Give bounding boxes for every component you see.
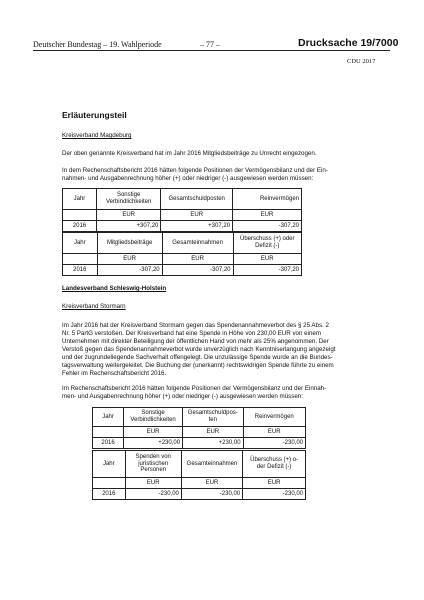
table-unit-cell: EUR	[183, 427, 243, 438]
table-cell-value: -230,00	[181, 489, 242, 500]
table-cell-value: -307,20	[233, 265, 301, 276]
schleswig-subheading: Kreisverband Stormarn	[62, 303, 126, 310]
table-row	[63, 265, 302, 276]
table-unit-cell: EUR	[181, 478, 242, 489]
schleswig-paragraph-1-line-5: und der zugrundeliegende Sachverhalt offengelegt. Die unzulässige Spende wurde an die Bundes-	[62, 354, 333, 361]
table-header-cell: Gesamtschuldposten	[161, 189, 233, 210]
table-unit-cell: EUR	[97, 254, 162, 265]
table-header-row	[93, 408, 306, 427]
table-header-cell: Jahr	[63, 233, 98, 254]
table-unit-cell: EUR	[96, 210, 160, 221]
table-header-cell: Jahr	[63, 189, 97, 210]
table-row	[63, 221, 302, 232]
table-header-cell: Gesamtschuldpos- ten	[183, 408, 243, 427]
table-cell-value: -307,20	[97, 265, 162, 276]
table-unit-cell: EUR	[233, 210, 302, 221]
header-publication: Deutscher Bundestag – 19. Wahlperiode	[33, 40, 162, 49]
table-unit-cell: EUR	[233, 254, 301, 265]
table-header-cell: Reinvermögen	[243, 408, 305, 427]
table-unit-cell: EUR	[243, 427, 305, 438]
table-header-row	[63, 189, 302, 210]
table-header-cell: Gesamteinnahmen	[162, 233, 233, 254]
schleswig-paragraph-1-line-1: Im Jahr 2016 hat der Kreisverband Stormarn gegen das Spendenannahmeverbot des § 25 Abs. 2	[62, 322, 329, 329]
table-unit-cell	[93, 427, 124, 438]
magdeburg-paragraph-2-line-1: In dem Rechenschaftsbericht 2016 hätten folgende Positionen der Vermögensbilanz und der Ein-	[62, 167, 328, 174]
table-header-cell: Sonstige Verbindlichkeiten	[96, 189, 160, 210]
table-cell-value: -230,00	[125, 489, 181, 500]
table-cell-value: +307,20	[161, 221, 233, 232]
magdeburg-paragraph-1: Der oben genannte Kreisverband hat im Jahr 2016 Mitgliedsbeiträge zu Unrecht eingezogen.	[62, 150, 317, 157]
schleswig-paragraph-1-line-2: Nr. 5 PartG verstoßen. Der Kreisverband hat eine Spende in Höhe von 230,00 EUR von einem	[62, 330, 321, 337]
table-unit-row	[93, 427, 306, 438]
table-unit-cell	[63, 210, 97, 221]
table-header-cell: Sonstige Verbindlichkeiten	[124, 408, 183, 427]
table-header-row	[93, 451, 306, 478]
schleswig-paragraph-1-line-6: tagsverwaltung weitergeleitet. Die Buchung der (unerkannt) rechtswidrigen Spende führte zu einem	[62, 362, 334, 369]
table-unit-row	[63, 254, 302, 265]
table-cell-year: 2016	[93, 438, 124, 449]
table-header-cell: Überschuss (+) o- der Defizit (-)	[243, 451, 306, 478]
table-cell-value: -307,20	[162, 265, 233, 276]
table-header-cell: Mitgliedsbeiträge	[97, 233, 162, 254]
table-header-cell: Überschuss (+) oder Defizit (-)	[233, 233, 301, 254]
header-page-number: – 77 –	[200, 40, 220, 49]
header-document-suffix: 7000	[375, 37, 399, 49]
table-cell-value: +230,00	[183, 438, 243, 449]
table-header-cell: Jahr	[93, 451, 126, 478]
header-rule	[33, 50, 390, 51]
table-unit-cell	[93, 478, 126, 489]
magdeburg-paragraph-2-line-2: nahmen- und Ausgabenrechnung höher (+) oder niedriger (-) ausgewiesen werden müssen:	[62, 175, 314, 182]
schleswig-paragraph-1-line-4: Verstoß gegen das Spendenannahmeverbot wurde unverzüglich nach Kenntniserlangung angezeigt	[62, 346, 336, 353]
table-unit-cell: EUR	[162, 254, 233, 265]
header-document-number	[298, 37, 398, 49]
table-header-cell: Reinvermögen	[233, 189, 302, 210]
table-unit-cell: EUR	[161, 210, 233, 221]
table-cell-year: 2016	[63, 265, 98, 276]
table-header-cell: Gesamteinnahmen	[181, 451, 242, 478]
table-row	[93, 438, 306, 449]
party-label: CDU 2017	[347, 58, 376, 65]
table-header-cell: Jahr	[93, 408, 124, 427]
schleswig-heading: Landesverband Schleswig-Holstein	[62, 285, 167, 292]
schleswig-paragraph-2-line-1: Im Rechenschaftsbericht 2016 hätten folgende Positionen der Vermögensbilanz und der Einnah-	[62, 385, 327, 392]
header-document-prefix: Drucksache 19/	[298, 37, 376, 49]
table-header-row	[63, 233, 302, 254]
schleswig-table-liabilities	[92, 407, 306, 449]
table-header-cell: Spenden von juristischen Personen	[125, 451, 181, 478]
table-unit-cell	[63, 254, 98, 265]
schleswig-paragraph-2-line-2: men- und Ausgabenrechnung höher (+) oder niedriger (-) ausgewiesen werden müssen:	[62, 393, 303, 400]
schleswig-paragraph-1-line-3: Unternehmen mit direkter Beteiligung der öffentlichen Hand von mehr als 25% angenommen. Der	[62, 338, 329, 345]
table-unit-cell: EUR	[125, 478, 181, 489]
table-row	[93, 489, 306, 500]
table-unit-cell: EUR	[243, 478, 306, 489]
section-title: Erläuterungsteil	[62, 110, 127, 120]
magdeburg-heading: Kreisverband Magdeburg	[62, 132, 132, 139]
table-cell-value: -307,20	[233, 221, 302, 232]
table-cell-year: 2016	[63, 221, 97, 232]
table-cell-value: -230,00	[243, 489, 306, 500]
table-cell-value: +230,00	[124, 438, 183, 449]
magdeburg-table-liabilities	[62, 188, 302, 232]
table-unit-row	[93, 478, 306, 489]
schleswig-table-income	[92, 450, 306, 500]
schleswig-paragraph-1-line-7: Fehler im Rechenschaftsbericht 2016.	[62, 370, 167, 377]
table-cell-value: +307,20	[96, 221, 160, 232]
table-cell-year: 2016	[93, 489, 126, 500]
table-unit-cell: EUR	[124, 427, 183, 438]
table-cell-value: -230,00	[243, 438, 305, 449]
magdeburg-table-income	[62, 232, 302, 276]
table-unit-row	[63, 210, 302, 221]
